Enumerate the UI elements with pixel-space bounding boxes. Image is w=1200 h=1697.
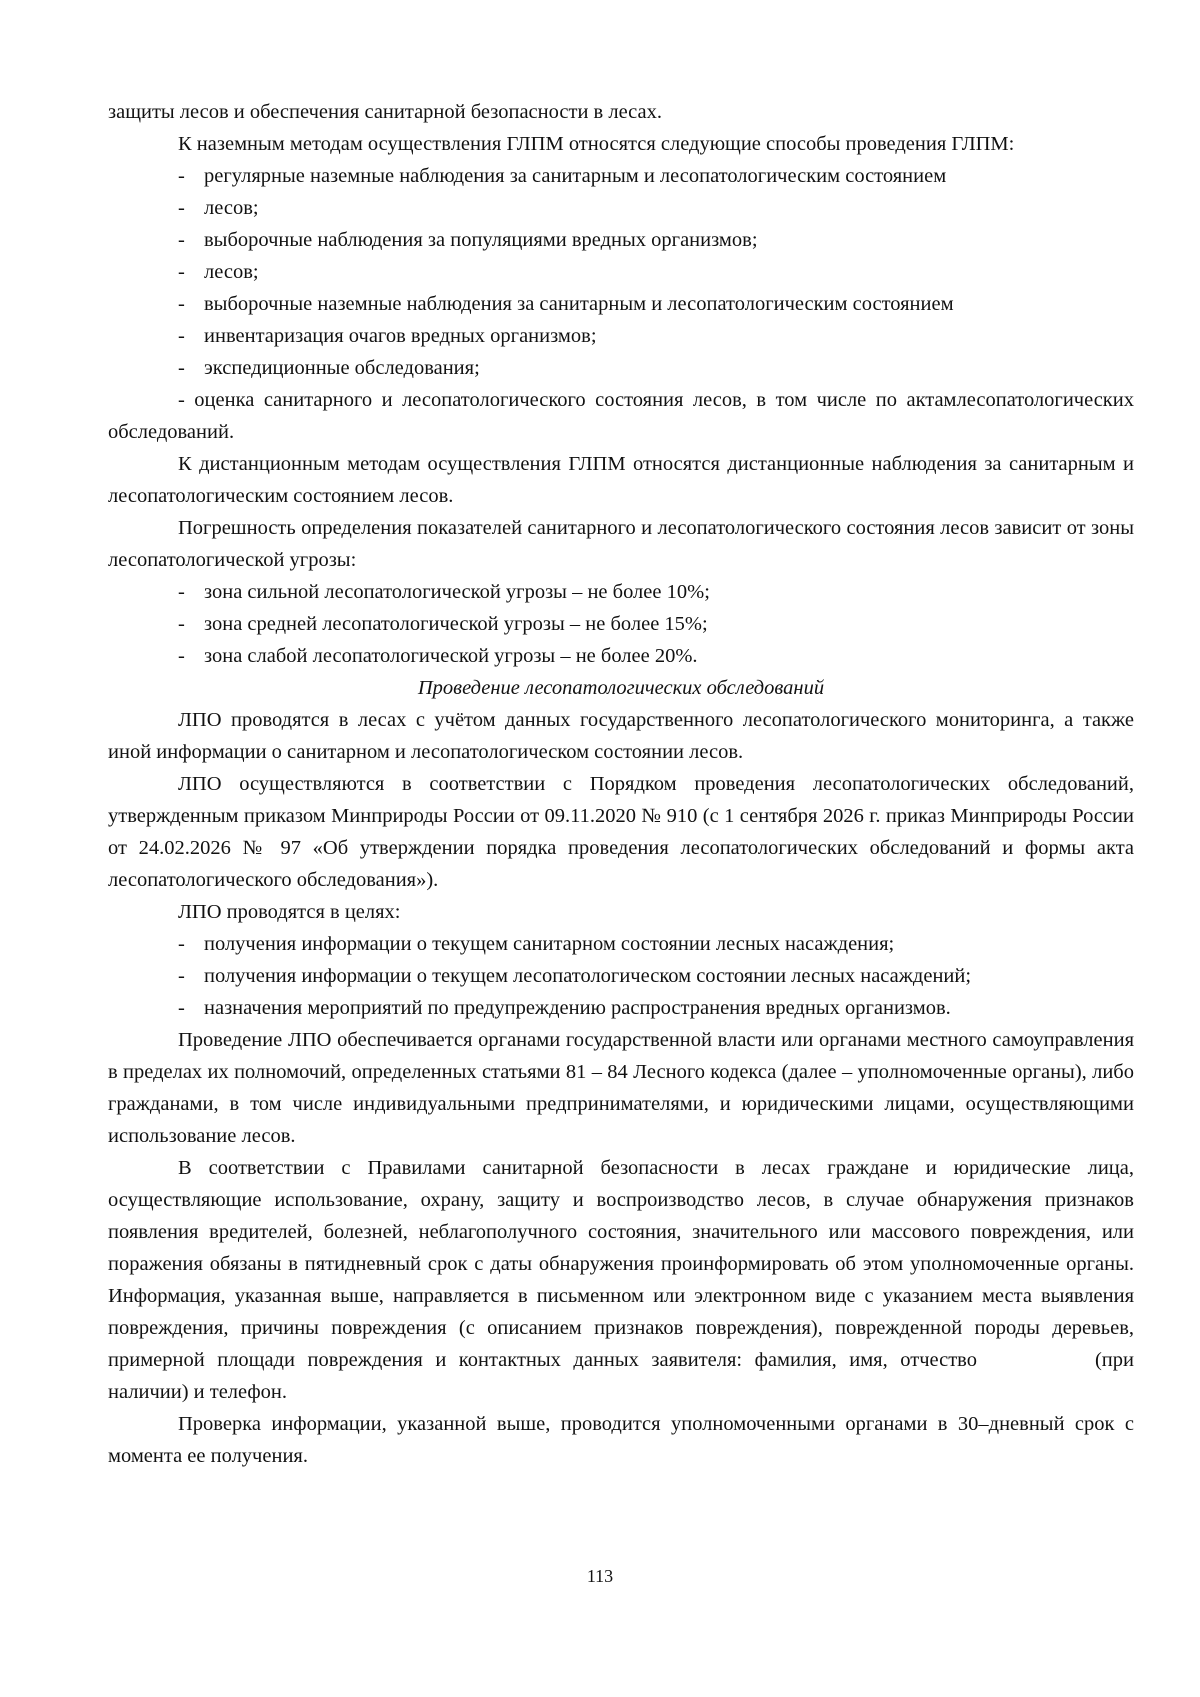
list-item-text: инвентаризация очагов вредных организмов; (204, 325, 597, 347)
list-item (108, 960, 1134, 992)
list-item (108, 160, 1134, 192)
paragraph-ground-methods: К наземным методам осуществления ГЛПМ относятся следующие способы проведения ГЛПМ: (178, 133, 1015, 155)
list-item-text: зона слабой лесопатологической угрозы – не более 20%. (204, 645, 698, 667)
list-item-text: выборочные наземные наблюдения за санитарным и лесопатологическим состоянием (204, 293, 954, 315)
list-item (108, 992, 1134, 1024)
list-item (108, 576, 1134, 608)
paragraph-lpo-authorities: Проведение ЛПО обеспечивается органами государственной власти или органами местного самоуправления в пределах их полномочий, определенных статьями 81 – 84 Лесного кодекса (далее – уполномоченные органы), либо гражданами, в том числе индивидуальными предпринимателями, и юридическими лицами, осуществляющими использование лесов. (108, 1029, 1134, 1147)
document-body (108, 96, 1134, 1472)
list-dash: - (178, 229, 185, 251)
paragraph-error-margin: Погрешность определения показателей санитарного и лесопатологического состояния лесов зависит от зоны лесопатологической угрозы: (108, 517, 1134, 571)
list-item (108, 640, 1134, 672)
list-item-text: получения информации о текущем санитарном состоянии лесных насаждения; (204, 933, 895, 955)
list-dash: - (178, 645, 185, 667)
list-dash: - (178, 293, 185, 315)
paragraph-sanitary-rules-tail: (при наличии) и телефон. (108, 1349, 1134, 1403)
section-heading: Проведение лесопатологических обследований (417, 677, 825, 699)
list-item-text: выборочные наблюдения за популяциями вредных организмов; (204, 229, 758, 251)
list-item-wrapped: - оценка санитарного и лесопатологического состояния лесов, в том числе по актамлесопатологических обследований. (108, 389, 1134, 443)
list-dash: - (178, 933, 185, 955)
list-item-text: получения информации о текущем лесопатологическом состоянии лесных насаждений; (204, 965, 972, 987)
list-dash: - (178, 165, 185, 187)
list-item-text: зона сильной лесопатологической угрозы – не более 10%; (204, 581, 710, 603)
list-dash: - (178, 965, 185, 987)
page-number: 113 (586, 1566, 614, 1586)
list-item (108, 608, 1134, 640)
list-dash: - (178, 613, 185, 635)
list-item (108, 288, 1134, 320)
list-item-text: лесов; (204, 197, 259, 219)
list-dash: - (178, 997, 185, 1019)
paragraph-sanitary-rules-main: В соответствии с Правилами санитарной безопасности в лесах граждане и юридические лица, осуществляющие использование, охрану, защиту и воспроизводство лесов, в случае обнаружения признаков появления вредителей, болезней, неблагополучного состояния, значительного или массового повреждения, или поражения обязаны в пятидневный срок с даты обнаружения проинформировать об этом уполномоченные органы. Информация, указанная выше, направляется в письменном или электронном виде с указанием места выявления повреждения, причины повреждения (с описанием признаков повреждения), поврежденной породы деревьев, примерной площади повреждения и контактных данных заявителя: фамилия, имя, отчество (108, 1157, 1134, 1371)
paragraph-intro: защиты лесов и обеспечения санитарной безопасности в лесах. (108, 101, 663, 123)
paragraph-sanitary-rules (108, 1152, 1134, 1408)
paragraph-lpo-goals: ЛПО проводятся в целях: (178, 901, 401, 923)
list-item (108, 320, 1134, 352)
list-item-text: назначения мероприятий по предупреждению распространения вредных организмов. (204, 997, 951, 1019)
list-item-text: экспедиционные обследования; (204, 357, 480, 379)
paragraph-lpo-conducted: ЛПО проводятся в лесах с учётом данных государственного лесопатологического мониторинга, а также иной информации о санитарном и лесопатологическом состоянии лесов. (108, 709, 1134, 763)
list-item-text: регулярные наземные наблюдения за санитарным и лесопатологическим состоянием (204, 165, 947, 187)
list-dash: - (178, 261, 185, 283)
list-dash: - (178, 357, 185, 379)
list-item-text: зона средней лесопатологической угрозы – не более 15%; (204, 613, 708, 635)
list-dash: - (178, 325, 185, 347)
list-item (108, 224, 1134, 256)
list-item-text: лесов; (204, 261, 259, 283)
list-dash: - (178, 581, 185, 603)
list-item (108, 192, 1134, 224)
paragraph-lpo-procedure: ЛПО осуществляются в соответствии с Порядком проведения лесопатологических обследований, утвержденным приказом Минприроды России от 09.11.2020 № 910 (с 1 сентября 2026 г. приказ Минприроды России от 24.02.2026 № 97 «Об утверждении порядка проведения лесопатологических обследований и формы акта лесопатологического обследования»). (108, 773, 1134, 891)
list-item (108, 352, 1134, 384)
list-item (108, 256, 1134, 288)
list-dash: - (178, 197, 185, 219)
paragraph-verification: Проверка информации, указанной выше, проводится уполномоченными органами в 30–дневный срок с момента ее получения. (108, 1413, 1134, 1467)
paragraph-remote-methods: К дистанционным методам осуществления ГЛПМ относятся дистанционные наблюдения за санитарным и лесопатологическим состоянием лесов. (108, 453, 1134, 507)
list-item (108, 928, 1134, 960)
